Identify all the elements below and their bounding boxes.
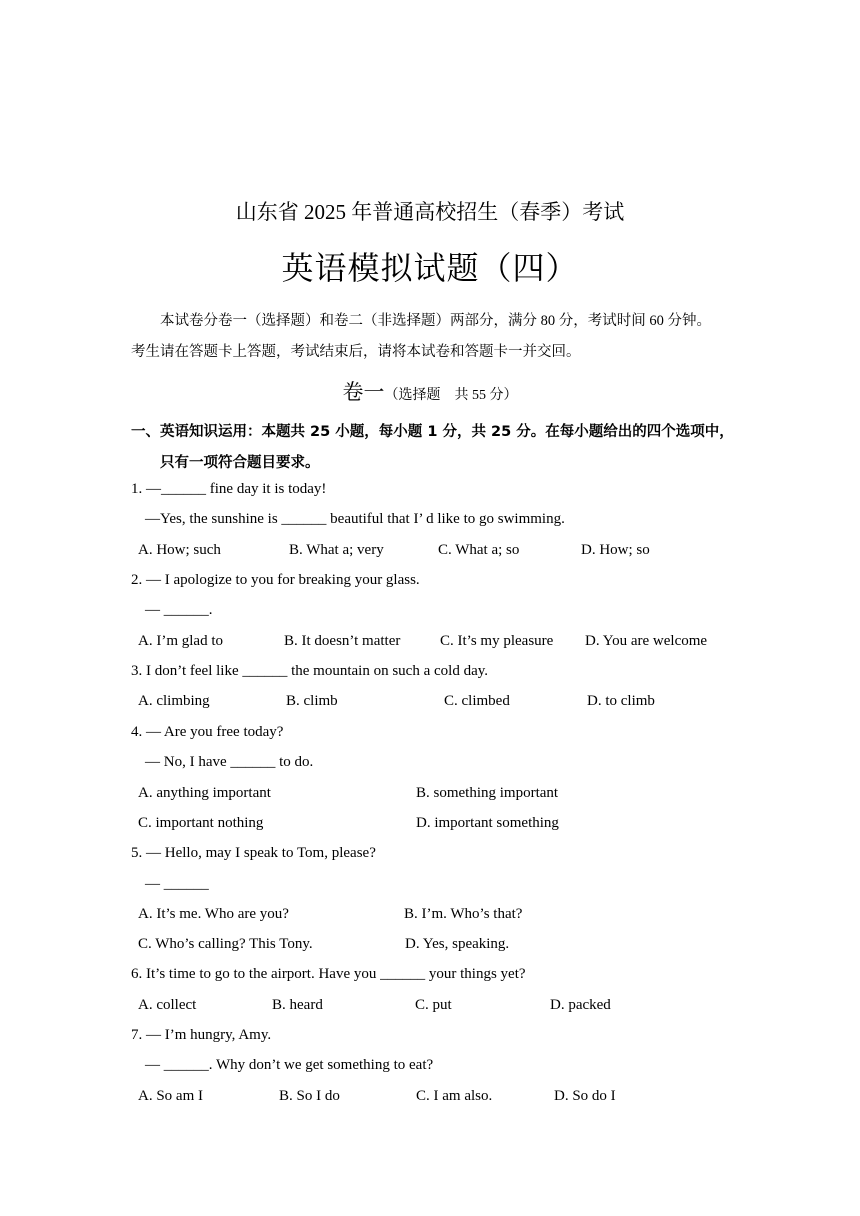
volume-title-main: 卷一 bbox=[342, 380, 385, 404]
option-a: A. anything important bbox=[138, 785, 271, 801]
option-c: C. important nothing bbox=[138, 815, 264, 831]
question-line: 7. — I’m hungry, Amy. bbox=[131, 1027, 272, 1043]
intro-line-2: 考生请在答题卡上答题，考试结束后，请将本试卷和答题卡一并交回。 bbox=[131, 344, 581, 360]
question-line: 1. —______ fine day it is today! bbox=[131, 481, 327, 497]
option-a: A. I’m glad to bbox=[138, 633, 223, 649]
option-b: B. something important bbox=[416, 785, 559, 801]
question-line: — ______. Why don’t we get something to eat? bbox=[145, 1057, 434, 1073]
section-heading-line-1: 一、英语知识运用：本题共 25 小题，每小题 1 分，共 25 分。在每小题给出的四个选项中， bbox=[131, 424, 734, 440]
question-line: 4. — Are you free today? bbox=[131, 724, 284, 740]
option-c: C. It’s my pleasure bbox=[440, 633, 554, 649]
option-d: D. You are welcome bbox=[585, 633, 708, 649]
option-c: C. Who’s calling? This Tony. bbox=[138, 936, 313, 952]
intro-line-1: 本试卷分卷一（选择题）和卷二（非选择题）两部分，满分 80 分，考试时间 60 分钟。 bbox=[160, 313, 711, 329]
option-b: B. heard bbox=[272, 997, 323, 1013]
option-c: C. climbed bbox=[444, 693, 510, 709]
volume-title bbox=[0, 376, 860, 406]
option-a: A. How; such bbox=[138, 542, 221, 558]
question-line: — ______. bbox=[145, 602, 213, 618]
option-a: A. So am I bbox=[138, 1088, 203, 1104]
option-c: C. I am also. bbox=[416, 1088, 493, 1104]
option-c: C. put bbox=[415, 997, 452, 1013]
option-a: A. climbing bbox=[138, 693, 210, 709]
option-b: B. climb bbox=[286, 693, 338, 709]
option-b: B. It doesn’t matter bbox=[284, 633, 401, 649]
question-line: 2. — I apologize to you for breaking your glass. bbox=[131, 572, 420, 588]
option-b: B. So I do bbox=[279, 1088, 340, 1104]
question-line: —Yes, the sunshine is ______ beautiful that I’ d like to go swimming. bbox=[145, 511, 565, 527]
option-b: B. I’m. Who’s that? bbox=[404, 906, 523, 922]
option-d: D. packed bbox=[550, 997, 611, 1013]
question-line: — ______ bbox=[145, 876, 209, 892]
option-a: A. It’s me. Who are you? bbox=[138, 906, 289, 922]
option-b: B. What a; very bbox=[289, 542, 384, 558]
option-c: C. What a; so bbox=[438, 542, 520, 558]
question-line: — No, I have ______ to do. bbox=[145, 754, 314, 770]
section-heading-line-2: 只有一项符合题目要求。 bbox=[160, 455, 320, 471]
question-line: 5. — Hello, may I speak to Tom, please? bbox=[131, 845, 376, 861]
question-line: 3. I don’t feel like ______ the mountain on such a cold day. bbox=[131, 663, 489, 679]
option-d: D. So do I bbox=[554, 1088, 616, 1104]
volume-title-sub: （选择题 共 55 分） bbox=[384, 388, 518, 403]
question-line: 6. It’s time to go to the airport. Have you ______ your things yet? bbox=[131, 966, 526, 982]
exam-title: 山东省 2025 年普通高校招生（春季）考试 bbox=[235, 200, 625, 224]
option-d: D. to climb bbox=[587, 693, 655, 709]
paper-title: 英语模拟试题（四） bbox=[281, 249, 579, 287]
option-a: A. collect bbox=[138, 997, 197, 1013]
option-d: D. How; so bbox=[581, 542, 650, 558]
option-d: D. important something bbox=[416, 815, 559, 831]
option-d: D. Yes, speaking. bbox=[405, 936, 510, 952]
